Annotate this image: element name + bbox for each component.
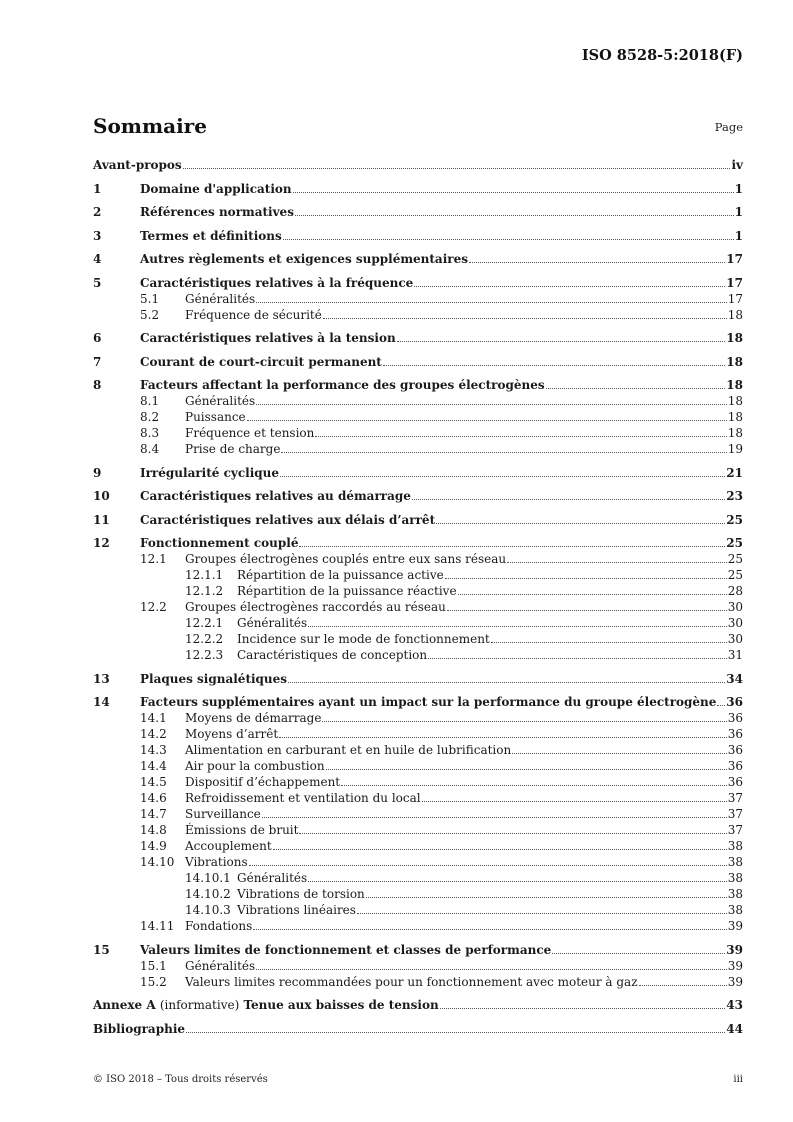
toc-entry-page: 18 bbox=[727, 307, 743, 322]
toc-dot-leader bbox=[422, 801, 727, 802]
toc-entry[interactable] bbox=[93, 487, 743, 503]
toc-entry-page: 19 bbox=[727, 442, 743, 456]
toc-dot-leader bbox=[440, 1008, 726, 1009]
toc-entry[interactable] bbox=[93, 353, 743, 369]
toc-entry[interactable] bbox=[93, 534, 743, 550]
toc-entry-label: Accouplement bbox=[185, 839, 272, 853]
toc-entry-label: Moyens d’arrêt bbox=[185, 727, 279, 741]
toc-entry[interactable] bbox=[93, 582, 743, 598]
toc-entry-label: Valeurs limites de fonctionnement et classes de performance bbox=[140, 942, 552, 957]
toc-entry-page: 36 bbox=[727, 743, 743, 757]
toc-entry[interactable] bbox=[93, 917, 743, 933]
toc-entry-label: Air pour la combustion bbox=[185, 759, 325, 773]
annex-type: (informative) bbox=[159, 998, 240, 1012]
toc-entry-label: Généralités bbox=[237, 871, 308, 885]
toc-dot-leader bbox=[288, 682, 725, 683]
toc-entry-label: Fondations bbox=[185, 919, 253, 933]
toc-entry-label: Caractéristiques de conception bbox=[237, 648, 428, 662]
toc-dot-leader bbox=[247, 420, 727, 421]
toc-entry-number: 14.5 bbox=[140, 775, 167, 789]
toc-dot-leader bbox=[256, 302, 727, 303]
toc-entry-number: 12.2 bbox=[140, 600, 167, 614]
toc-entry-number: 5.2 bbox=[140, 307, 160, 322]
toc-entry-number: 14.11 bbox=[140, 919, 175, 933]
toc-dot-leader bbox=[249, 865, 727, 866]
toc-entry[interactable] bbox=[93, 885, 743, 901]
toc-title-row bbox=[93, 114, 743, 140]
toc-entry[interactable] bbox=[93, 250, 743, 266]
toc-entry-label: Alimentation en carburant et en huile de lubrification bbox=[185, 743, 512, 757]
toc-entry[interactable] bbox=[93, 853, 743, 869]
toc-dot-leader bbox=[341, 785, 727, 786]
toc-entry-page: 30 bbox=[727, 632, 743, 646]
toc-entry[interactable] bbox=[93, 670, 743, 686]
toc-dot-leader bbox=[253, 929, 726, 930]
toc-entry[interactable] bbox=[93, 941, 743, 957]
toc-entry-page: 1 bbox=[734, 228, 743, 243]
toc-entry[interactable] bbox=[93, 773, 743, 789]
toc-entry-page: 38 bbox=[727, 903, 743, 917]
toc-entry[interactable] bbox=[93, 614, 743, 630]
toc-entry-label: Facteurs affectant la performance des groupes électrogènes bbox=[140, 378, 545, 392]
toc-entry-page: 36 bbox=[727, 759, 743, 773]
toc-dot-leader bbox=[279, 737, 727, 738]
toc-entry-page: 39 bbox=[727, 919, 743, 933]
toc-entry[interactable] bbox=[93, 180, 743, 196]
toc-entry-label: Généralités bbox=[185, 958, 256, 973]
toc-entry[interactable] bbox=[93, 566, 743, 582]
toc-entry[interactable] bbox=[93, 973, 743, 989]
toc-entry[interactable] bbox=[93, 203, 743, 219]
toc-entry-label: Émissions de bruit bbox=[185, 823, 299, 837]
toc-dot-leader bbox=[273, 849, 727, 850]
toc-entry[interactable] bbox=[93, 392, 743, 408]
toc-entry-label: Généralités bbox=[185, 394, 256, 408]
toc-entry-number: 5.1 bbox=[140, 291, 160, 306]
toc-entry[interactable] bbox=[93, 805, 743, 821]
toc-entry[interactable] bbox=[93, 306, 743, 322]
toc-entry-number: 7 bbox=[93, 354, 102, 369]
page-column-label: Page bbox=[714, 120, 743, 134]
annex-title: Tenue aux baisses de tension bbox=[243, 998, 439, 1012]
toc-entry-page: 36 bbox=[727, 727, 743, 741]
toc-entry-number: 15.2 bbox=[140, 974, 167, 989]
toc-entry-number: 14.9 bbox=[140, 839, 167, 853]
toc-dot-leader bbox=[512, 753, 726, 754]
toc-entry[interactable] bbox=[93, 440, 743, 456]
toc-entry-page: 30 bbox=[727, 600, 743, 614]
toc-dot-leader bbox=[357, 913, 727, 914]
toc-entry-number: 1 bbox=[93, 181, 102, 196]
toc-entry[interactable] bbox=[93, 901, 743, 917]
toc-entry-label: Répartition de la puissance active bbox=[237, 568, 444, 582]
toc-entry-page: 37 bbox=[727, 823, 743, 837]
toc-entry-number: 14.10.2 bbox=[185, 887, 231, 901]
toc-dot-leader bbox=[281, 452, 726, 453]
toc-entry-label: Caractéristiques relatives à la tension bbox=[140, 331, 396, 345]
toc-entry-page: 25 bbox=[726, 512, 743, 527]
toc-dot-leader bbox=[507, 562, 727, 563]
toc-entry-number: 12.2.1 bbox=[185, 616, 224, 630]
toc-entry-page: 39 bbox=[727, 958, 743, 973]
toc-dot-leader bbox=[280, 476, 725, 477]
toc-entry[interactable] bbox=[93, 376, 743, 392]
toc-dot-leader bbox=[295, 215, 734, 216]
toc-entry[interactable] bbox=[93, 630, 743, 646]
toc-entry-page: 44 bbox=[726, 1021, 743, 1036]
toc-entry-number: 14.3 bbox=[140, 743, 167, 757]
toc-entry-page: 18 bbox=[726, 354, 743, 369]
toc-dot-leader bbox=[283, 239, 734, 240]
toc-bibliography-label: Bibliographie bbox=[93, 1021, 186, 1036]
toc-entry-page: 25 bbox=[727, 552, 743, 566]
toc-entry-page: 37 bbox=[727, 807, 743, 821]
toc-dot-leader bbox=[186, 1032, 725, 1033]
toc-entry-label: Groupes électrogènes raccordés au réseau bbox=[185, 600, 446, 614]
toc-dot-leader bbox=[299, 833, 726, 834]
toc-entry-label: Domaine d'application bbox=[140, 181, 292, 196]
toc-entry-page: 1 bbox=[734, 181, 743, 196]
toc-entry-page: 38 bbox=[727, 855, 743, 869]
toc-entry-label: Puissance bbox=[185, 410, 246, 424]
footer-page-number: iii bbox=[733, 1074, 743, 1085]
toc-dot-leader bbox=[262, 817, 727, 818]
toc-dot-leader bbox=[491, 642, 727, 643]
toc-dot-leader bbox=[183, 168, 731, 169]
toc-entry-number: 8.4 bbox=[140, 442, 160, 456]
toc-entry[interactable] bbox=[93, 957, 743, 973]
toc-entry[interactable] bbox=[93, 821, 743, 837]
toc-entry-page: 34 bbox=[726, 671, 743, 686]
toc-entry-label: Refroidissement et ventilation du local bbox=[185, 791, 421, 805]
toc-entry-number: 12.1.2 bbox=[185, 584, 224, 598]
toc-entry-label: Vibrations de torsion bbox=[237, 887, 365, 901]
toc-entry-number: 14.4 bbox=[140, 759, 167, 773]
toc-entry[interactable] bbox=[93, 869, 743, 885]
toc-entry[interactable] bbox=[93, 757, 743, 773]
toc-entry-page: 18 bbox=[726, 378, 743, 392]
toc-entry-number: 2 bbox=[93, 205, 102, 219]
toc-entry-label: Fréquence et tension bbox=[185, 426, 315, 440]
toc-entry-number: 15 bbox=[93, 942, 110, 957]
toc-entry[interactable] bbox=[93, 424, 743, 440]
toc-entry-label: Vibrations linéaires bbox=[237, 903, 356, 917]
toc-entry-label: Vibrations bbox=[185, 855, 248, 869]
toc-entry[interactable] bbox=[93, 274, 743, 290]
toc-entry-page: 18 bbox=[727, 394, 743, 408]
toc-dot-leader bbox=[445, 578, 727, 579]
toc-entry-number: 8.2 bbox=[140, 410, 160, 424]
toc-entry-page: 18 bbox=[727, 426, 743, 440]
toc-entry-number: 11 bbox=[93, 512, 110, 527]
toc-entry-page: 25 bbox=[727, 568, 743, 582]
toc-entry-number: 5 bbox=[93, 275, 102, 290]
toc-dot-leader bbox=[414, 286, 725, 287]
toc-entry-page: 36 bbox=[726, 695, 743, 709]
toc-dot-leader bbox=[458, 594, 727, 595]
toc-entry-number: 14.10.3 bbox=[185, 903, 231, 917]
toc-dot-leader bbox=[308, 881, 727, 882]
toc-entry-number: 14.2 bbox=[140, 727, 167, 741]
toc-entry-label: Généralités bbox=[237, 616, 308, 630]
toc-entry-page: 36 bbox=[727, 775, 743, 789]
toc-entry-page: 38 bbox=[727, 887, 743, 901]
toc-entry[interactable] bbox=[93, 464, 743, 480]
toc-entry-page: 36 bbox=[727, 711, 743, 725]
toc-entry-page: 37 bbox=[727, 791, 743, 805]
toc-entry-number: 9 bbox=[93, 465, 102, 480]
toc-dot-leader bbox=[299, 546, 725, 547]
toc-entry-number: 3 bbox=[93, 228, 102, 243]
toc-entry-label: Termes et définitions bbox=[140, 228, 282, 243]
toc-dot-leader bbox=[546, 388, 726, 389]
annex-prefix: Annexe A bbox=[93, 998, 156, 1012]
toc-entry-number: 14.8 bbox=[140, 823, 167, 837]
toc-entry-number: 14 bbox=[93, 695, 110, 709]
page-title: Sommaire bbox=[93, 114, 207, 138]
toc-entry-page: 1 bbox=[734, 205, 743, 219]
toc-entry-label: Généralités bbox=[185, 291, 256, 306]
toc-dot-leader bbox=[428, 658, 727, 659]
toc-dot-leader bbox=[315, 436, 726, 437]
toc-entry[interactable] bbox=[93, 646, 743, 662]
toc-dot-leader bbox=[256, 969, 727, 970]
toc-dot-leader bbox=[447, 610, 727, 611]
toc-entry-label: Groupes électrogènes couplés entre eux sans réseau bbox=[185, 552, 507, 566]
toc-entry-label: Moyens de démarrage bbox=[185, 711, 322, 725]
toc-dot-leader bbox=[323, 318, 727, 319]
toc-entry-annex[interactable] bbox=[93, 996, 743, 1012]
toc-entry[interactable] bbox=[93, 550, 743, 566]
toc-entry-page: 39 bbox=[727, 974, 743, 989]
toc-entry[interactable] bbox=[93, 511, 743, 527]
toc-dot-leader bbox=[256, 404, 727, 405]
toc-entry-label: Irrégularité cyclique bbox=[140, 465, 280, 480]
toc-dot-leader bbox=[383, 365, 725, 366]
toc-entry-bibliography[interactable] bbox=[93, 1020, 743, 1036]
toc-entry[interactable] bbox=[93, 598, 743, 614]
toc-entry-number: 10 bbox=[93, 489, 110, 503]
toc-entry-label: Fréquence de sécurité bbox=[185, 307, 322, 322]
toc-entry-label: Références normatives bbox=[140, 205, 294, 219]
toc-entry-label: Caractéristiques relatives au démarrage bbox=[140, 489, 411, 503]
toc-dot-leader bbox=[717, 705, 725, 706]
toc-entry[interactable] bbox=[93, 408, 743, 424]
toc-entry-number: 8.1 bbox=[140, 394, 160, 408]
toc-entry-page: 28 bbox=[727, 584, 743, 598]
toc-entry-label: Facteurs supplémentaires ayant un impact sur la performance du groupe électrogène bbox=[140, 695, 717, 709]
toc-entry-label: Caractéristiques relatives aux délais d’arrêt bbox=[140, 512, 436, 527]
toc-entry-page: 18 bbox=[727, 410, 743, 424]
toc-entry-number: 12.2.3 bbox=[185, 648, 224, 662]
toc-entry-page: 17 bbox=[726, 252, 743, 266]
toc-entry[interactable] bbox=[93, 156, 743, 172]
toc-entry-label: Incidence sur le mode de fonctionnement bbox=[237, 632, 490, 646]
table-of-contents bbox=[93, 156, 743, 1036]
toc-entry[interactable] bbox=[93, 709, 743, 725]
toc-entry[interactable] bbox=[93, 741, 743, 757]
toc-entry-page: 43 bbox=[726, 998, 743, 1012]
toc-entry-page: 17 bbox=[727, 291, 743, 306]
toc-entry[interactable] bbox=[93, 329, 743, 345]
toc-dot-leader bbox=[436, 523, 725, 524]
toc-entry-number: 14.7 bbox=[140, 807, 167, 821]
toc-entry[interactable] bbox=[93, 693, 743, 709]
toc-entry-number: 15.1 bbox=[140, 958, 167, 973]
toc-entry[interactable] bbox=[93, 290, 743, 306]
toc-dot-leader bbox=[552, 953, 725, 954]
toc-entry-number: 12.1.1 bbox=[185, 568, 224, 582]
toc-entry-label: Avant-propos bbox=[93, 158, 182, 172]
toc-entry-number: 4 bbox=[93, 252, 102, 266]
toc-dot-leader bbox=[397, 341, 726, 342]
toc-entry-label: Surveillance bbox=[185, 807, 261, 821]
toc-entry-number: 14.1 bbox=[140, 711, 167, 725]
toc-entry-number: 14.6 bbox=[140, 791, 167, 805]
toc-dot-leader bbox=[308, 626, 727, 627]
toc-entry-label: Répartition de la puissance réactive bbox=[237, 584, 457, 598]
toc-entry-label: Fonctionnement couplé bbox=[140, 536, 299, 550]
toc-dot-leader bbox=[412, 499, 725, 500]
toc-entry-page: 31 bbox=[727, 648, 743, 662]
toc-entry-number: 8 bbox=[93, 378, 102, 392]
toc-entry-number: 12 bbox=[93, 536, 110, 550]
toc-entry-page: 25 bbox=[726, 536, 743, 550]
toc-dot-leader bbox=[293, 192, 734, 193]
toc-dot-leader bbox=[469, 262, 725, 263]
toc-entry-number: 13 bbox=[93, 671, 110, 686]
toc-entry-number: 12.1 bbox=[140, 552, 167, 566]
toc-entry[interactable] bbox=[93, 227, 743, 243]
toc-entry-number: 14.10 bbox=[140, 855, 175, 869]
toc-entry-label: Prise de charge bbox=[185, 442, 281, 456]
toc-dot-leader bbox=[366, 897, 727, 898]
toc-entry-page: 21 bbox=[726, 465, 743, 480]
toc-entry-number: 8.3 bbox=[140, 426, 160, 440]
toc-dot-leader bbox=[322, 721, 726, 722]
toc-annex-label bbox=[93, 998, 439, 1012]
toc-entry-label: Valeurs limites recommandées pour un fonctionnement avec moteur à gaz bbox=[185, 974, 638, 989]
toc-entry-page: 30 bbox=[727, 616, 743, 630]
toc-entry-number: 6 bbox=[93, 331, 102, 345]
toc-entry-page: 23 bbox=[726, 489, 743, 503]
toc-entry-label: Courant de court-circuit permanent bbox=[140, 354, 382, 369]
toc-dot-leader bbox=[326, 769, 727, 770]
toc-entry-label: Autres règlements et exigences supplémentaires bbox=[140, 252, 468, 266]
toc-entry-label: Caractéristiques relatives à la fréquence bbox=[140, 275, 414, 290]
toc-entry[interactable] bbox=[93, 789, 743, 805]
footer-copyright: © ISO 2018 – Tous droits réservés bbox=[93, 1074, 268, 1085]
toc-entry-label: Plaques signalétiques bbox=[140, 671, 288, 686]
toc-entry-page: iv bbox=[731, 158, 743, 172]
toc-entry-page: 18 bbox=[726, 331, 743, 345]
toc-entry-label: Dispositif d’échappement bbox=[185, 775, 341, 789]
toc-entry-number: 12.2.2 bbox=[185, 632, 224, 646]
toc-entry[interactable] bbox=[93, 837, 743, 853]
toc-entry-page: 17 bbox=[726, 275, 743, 290]
toc-entry-page: 38 bbox=[727, 839, 743, 853]
toc-entry-page: 39 bbox=[726, 942, 743, 957]
document-reference: ISO 8528-5:2018(F) bbox=[581, 47, 743, 64]
toc-entry-page: 38 bbox=[727, 871, 743, 885]
toc-entry-number: 14.10.1 bbox=[185, 871, 231, 885]
toc-dot-leader bbox=[639, 985, 727, 986]
toc-entry[interactable] bbox=[93, 725, 743, 741]
